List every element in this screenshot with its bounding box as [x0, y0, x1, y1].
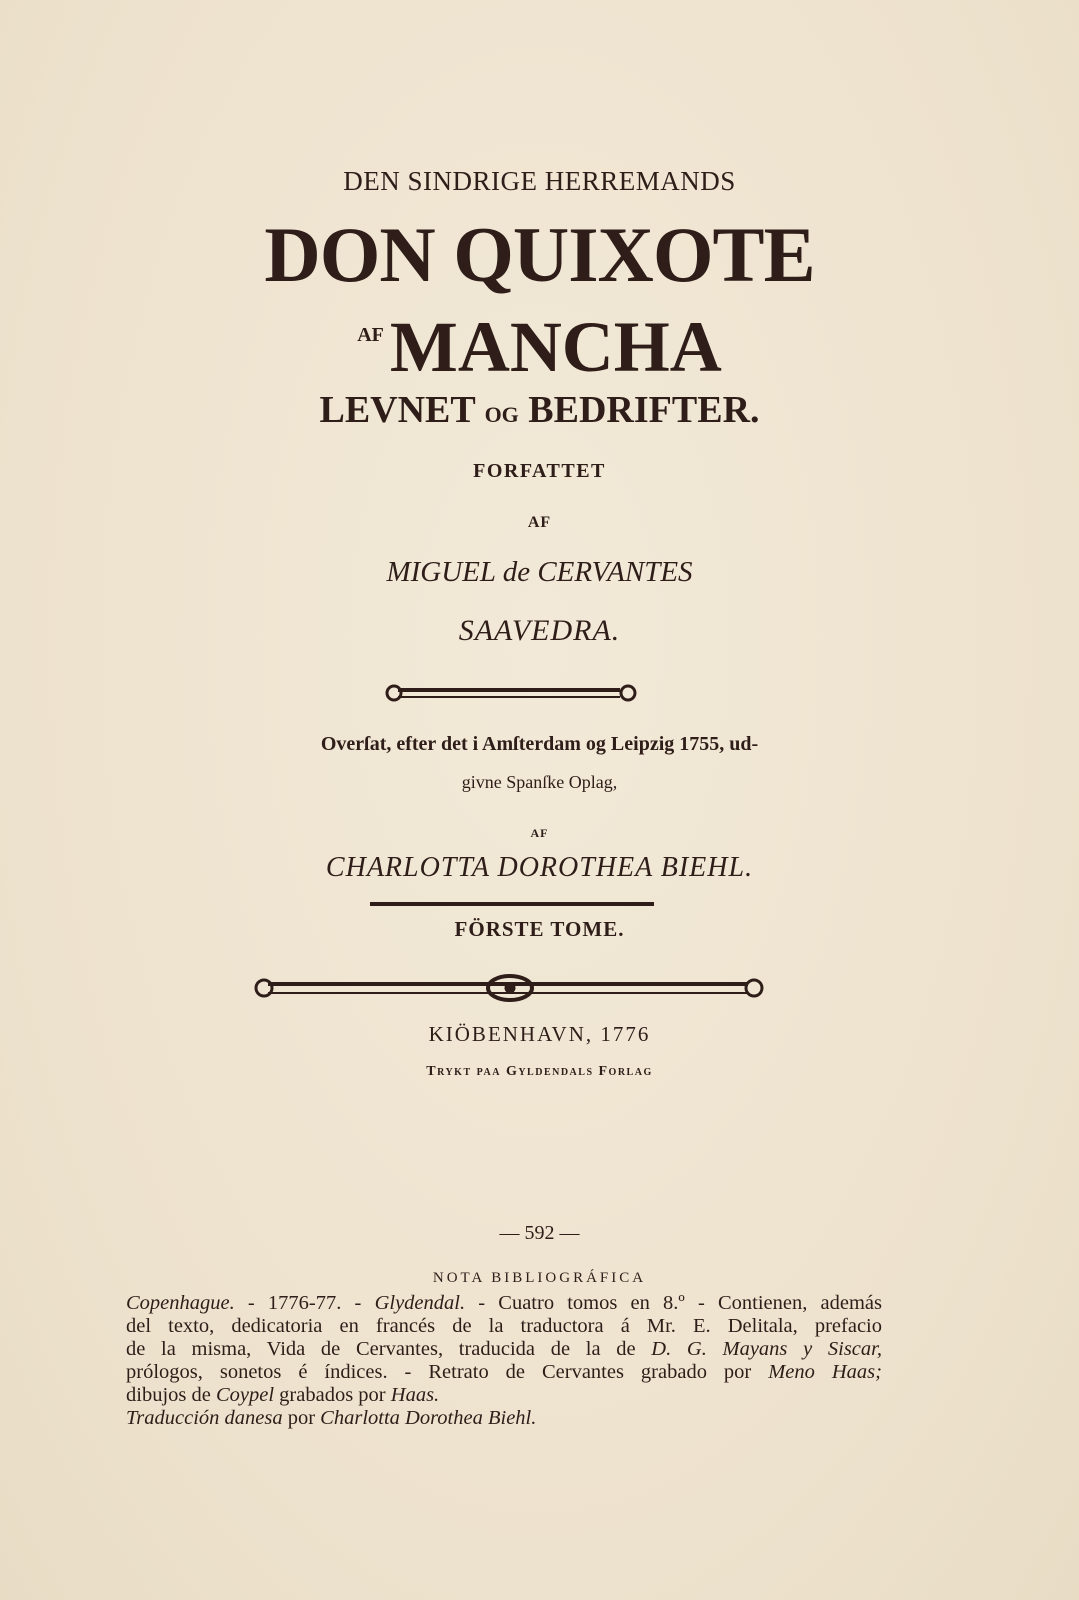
note-years: - 1776-77. - [234, 1292, 375, 1314]
title-levnet-og: OG [484, 402, 519, 427]
af-label-2: AF [530, 826, 549, 840]
bibliographic-note [126, 1292, 882, 1430]
ornament-rule-small [387, 686, 635, 700]
printer-line: Trykt paa Gyldendals Forlag [426, 1064, 653, 1079]
note-line-3-b: D. G. Mayans y Siscar, [651, 1338, 882, 1360]
title-line-herremands: DEN SINDRIGE HERREMANDS [343, 166, 736, 196]
note-line-1-rest: - Cuatro tomos en 8.º - Contienen, además [465, 1292, 882, 1314]
place-date: KIÖBENHAVN, 1776 [428, 1022, 651, 1046]
ornament-rule-large [256, 976, 762, 1000]
title-levnet-a: LEVNET [319, 389, 476, 431]
note-line-5-a: dibujos de [126, 1384, 216, 1406]
note-line-1 [126, 1292, 882, 1315]
note-line-6-a: Traducción danesa [126, 1407, 283, 1429]
note-line-5-b: Coypel [215, 1384, 275, 1406]
title-levnet-c: BEDRIFTER. [528, 389, 760, 431]
note-line-4 [126, 1361, 882, 1384]
title-af-small: AF [357, 324, 384, 346]
note-line-5 [126, 1384, 882, 1407]
ornament-rule-divider [370, 902, 654, 906]
translation-line-1: Overſat, efter det i Amſterdam og Leipzig 1755, ud- [320, 733, 759, 755]
author-surname: SAAVEDRA. [458, 614, 621, 647]
note-city: Copenhague. [126, 1292, 235, 1314]
note-line-6-b: por [282, 1407, 321, 1429]
title-mancha-text: MANCHA [389, 307, 722, 387]
note-line-4-b: Meno Haas; [768, 1361, 882, 1383]
page-number: — 592 — [499, 1222, 580, 1244]
note-line-5-d: Haas. [390, 1384, 440, 1406]
note-line-5-c: grabados por [274, 1384, 391, 1406]
note-line-3-a: de la misma, Vida de Cervantes, traducida de la de [126, 1338, 652, 1360]
volume-label: FÖRSTE TOME. [454, 917, 625, 941]
note-line-4-a: prólogos, sonetos é índices. - Retrato de Cervantes grabado por [126, 1361, 769, 1383]
note-line-2: del texto, dedicatoria en francés de la traductora á Mr. E. Delitala, prefacio [126, 1315, 882, 1337]
author-name: MIGUEL de CERVANTES [386, 556, 693, 588]
title-don-quixote: DON QUIXOTE [264, 211, 815, 298]
af-label-1: AF [527, 514, 552, 531]
note-heading: NOTA BIBLIOGRÁFICA [432, 1270, 647, 1286]
note-line-6 [126, 1407, 882, 1430]
note-publisher: Glydendal. [374, 1292, 466, 1314]
translation-line-2: givne Spanſke Oplag, [461, 772, 618, 792]
translator-name: CHARLOTTA DOROTHEA BIEHL. [325, 852, 754, 883]
forfattet-label: FORFATTET [473, 460, 606, 482]
note-line-3 [126, 1338, 882, 1361]
note-line-6-c: Charlotta Dorothea Biehl. [320, 1407, 537, 1429]
